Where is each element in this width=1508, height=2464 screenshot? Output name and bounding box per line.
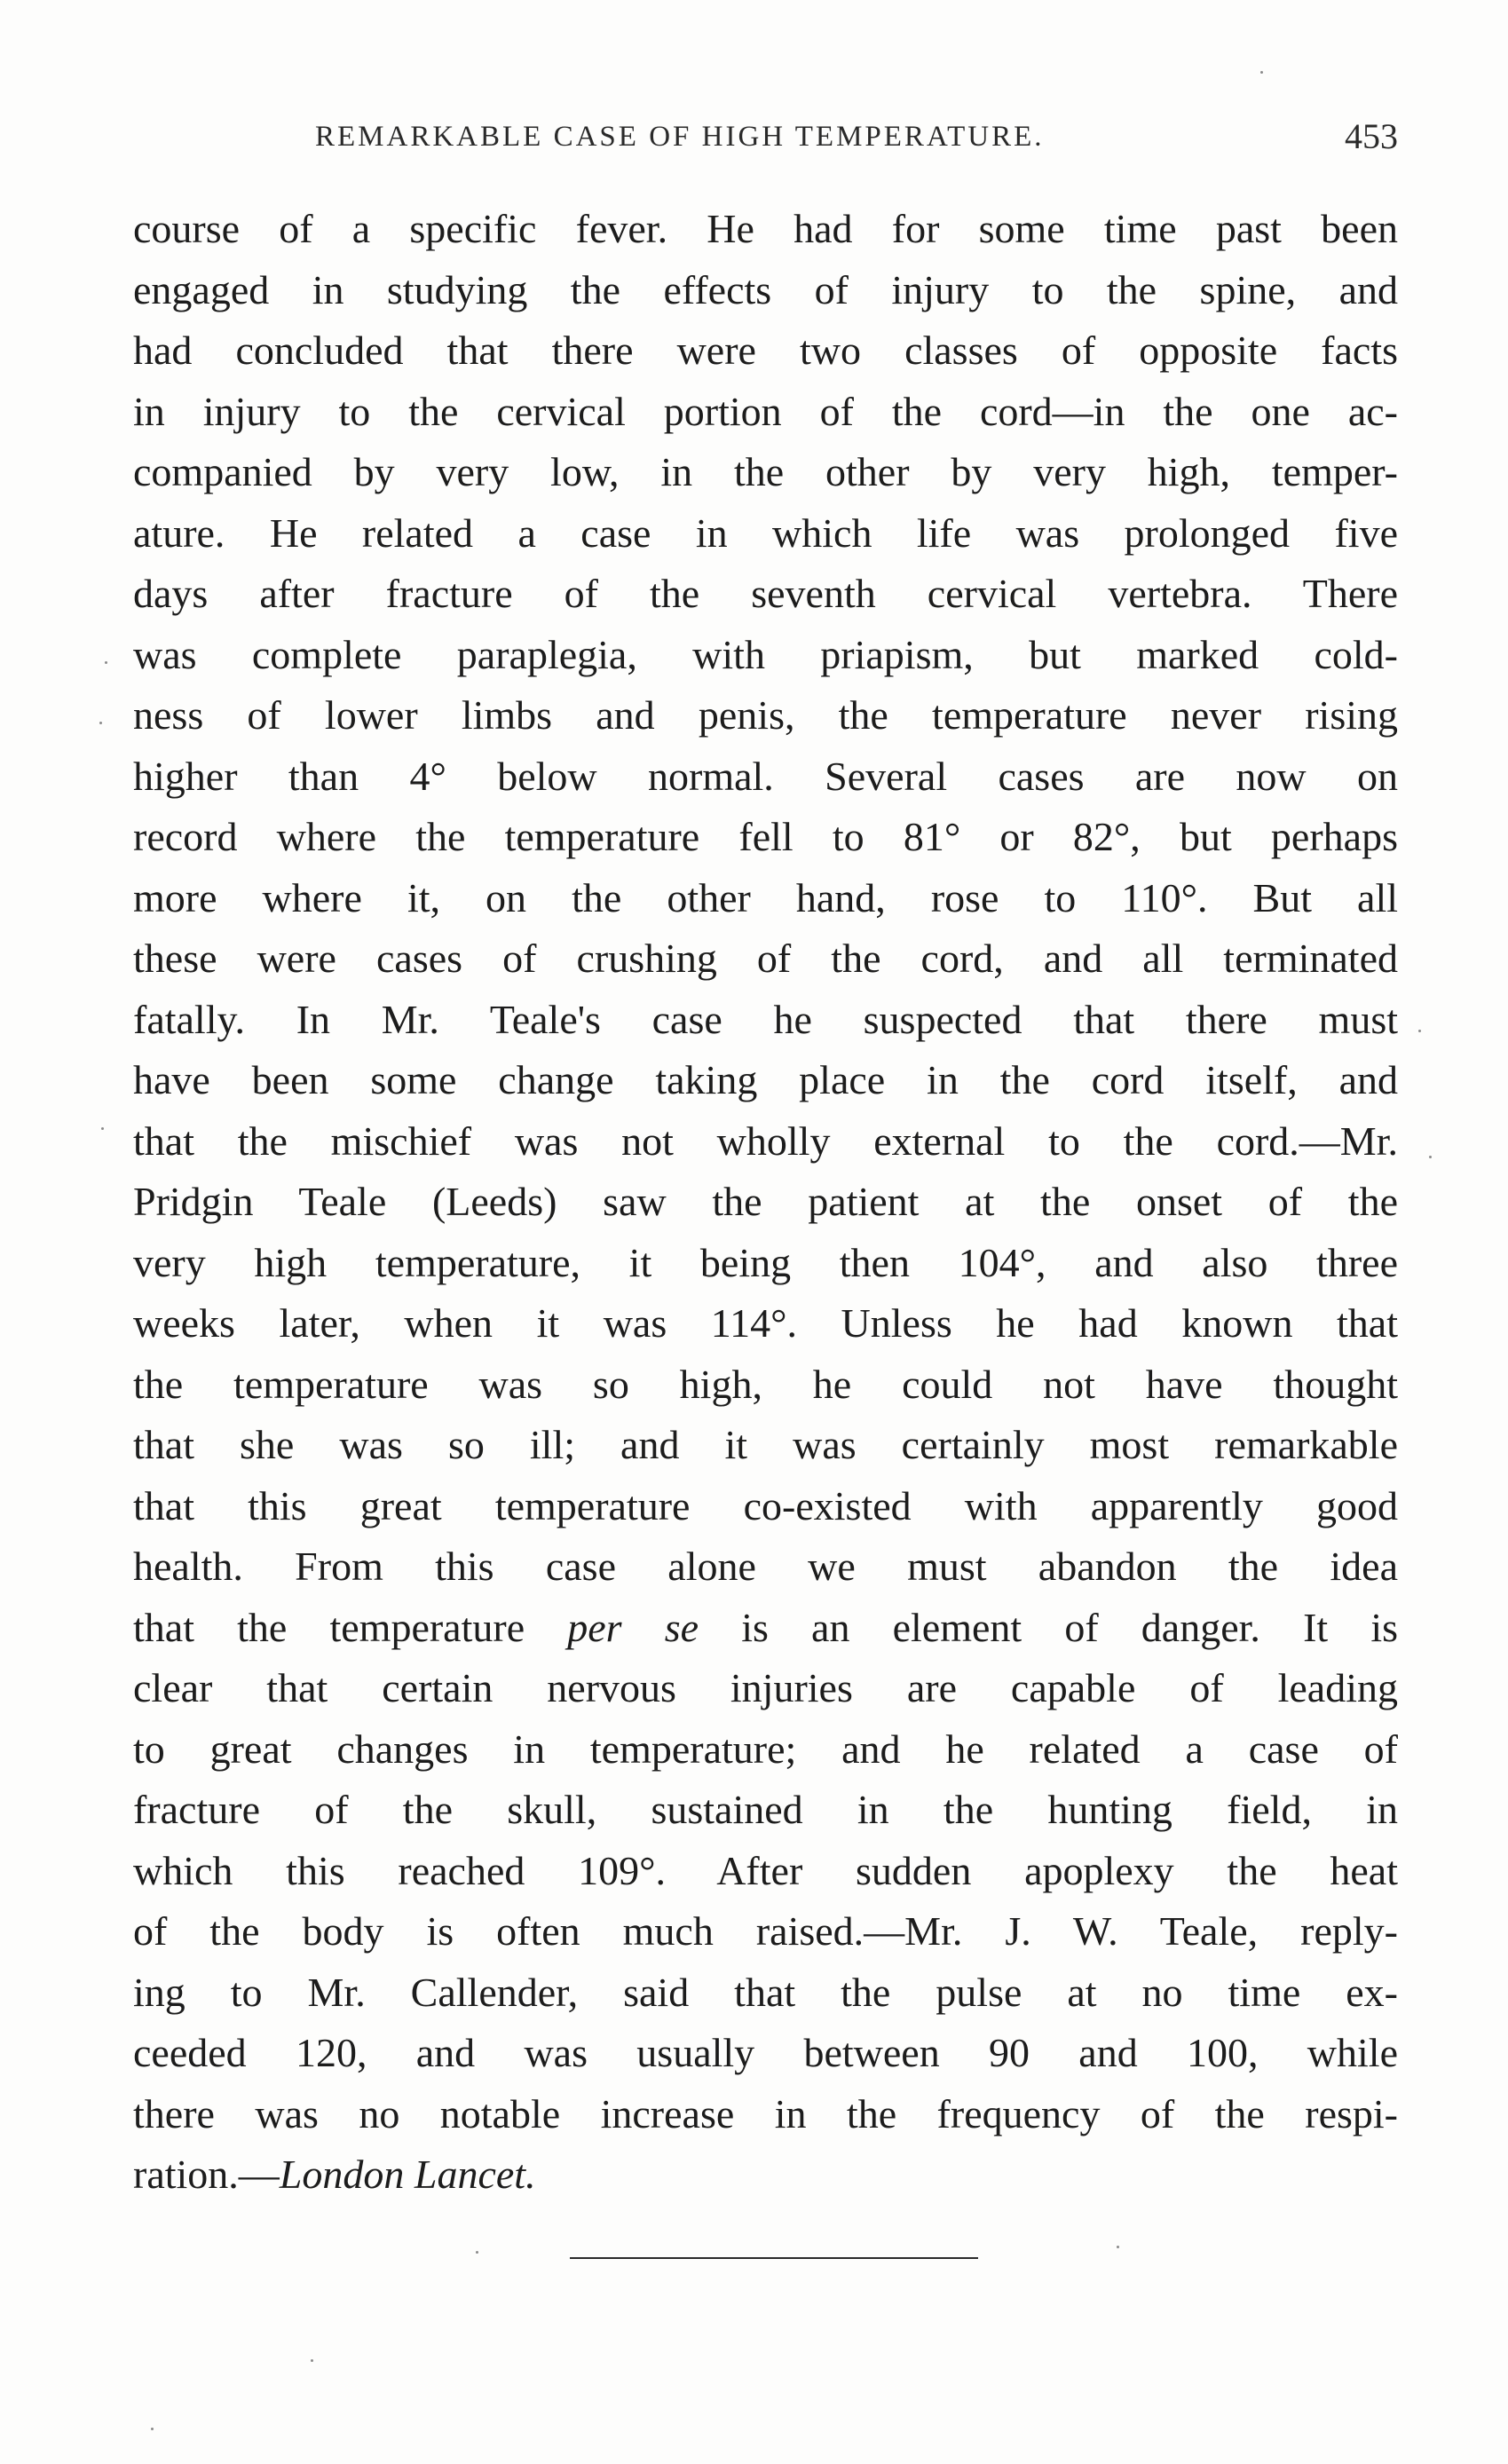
text-line: in injury to the cervical portion of the cord—in the one ac- bbox=[133, 388, 1398, 434]
paper-speck bbox=[151, 2428, 154, 2430]
text-line: ing to Mr. Callender, said that the pulse at no time ex- bbox=[133, 1969, 1398, 2015]
running-title: REMARKABLE CASE OF HIGH TEMPERATURE. bbox=[315, 121, 1045, 153]
text-line: fracture of the skull, sustained in the hunting field, in bbox=[133, 1787, 1398, 1832]
text-line: have been some change taking place in the cord itself, and bbox=[133, 1057, 1398, 1102]
text-segment: ration.— bbox=[133, 2152, 280, 2197]
paper-speck bbox=[1117, 2246, 1119, 2248]
paper-speck bbox=[1429, 1156, 1432, 1158]
paper-speck bbox=[1260, 71, 1263, 74]
text-line: more where it, on the other hand, rose to 110°. But all bbox=[133, 874, 1398, 920]
running-head bbox=[133, 112, 1398, 165]
paper-speck bbox=[311, 2359, 313, 2362]
paper-speck bbox=[99, 722, 102, 724]
text-line: to great changes in temperature; and he related a case of bbox=[133, 1726, 1398, 1772]
text-line: of the body is often much raised.—Mr. J. W. Teale, reply- bbox=[133, 1908, 1398, 1954]
page-number: 453 bbox=[1345, 116, 1398, 156]
text-line: fatally. In Mr. Teale's case he suspected that there must bbox=[133, 996, 1398, 1042]
latin-phrase: per se bbox=[567, 1604, 699, 1650]
text-line: was complete paraplegia, with priapism, but marked cold- bbox=[133, 631, 1398, 677]
text-line: ature. He related a case in which life was prolonged five bbox=[133, 509, 1398, 556]
source-citation: London Lancet. bbox=[279, 2152, 536, 2197]
text-line-source bbox=[133, 2144, 1398, 2206]
text-line: clear that certain nervous injuries are capable of leading bbox=[133, 1665, 1398, 1710]
text-line: health. From this case alone we must abandon the idea bbox=[133, 1544, 1398, 1589]
text-line: higher than 4° below normal. Several cases are now on bbox=[133, 753, 1398, 799]
text-line: ness of lower limbs and penis, the temperature never rising bbox=[133, 692, 1398, 738]
text-line: the temperature was so high, he could not have thought bbox=[133, 1361, 1398, 1407]
text-line: Pridgin Teale (Leeds) saw the patient at the onset of the bbox=[133, 1179, 1398, 1224]
text-line: which this reached 109°. After sudden apoplexy the heat bbox=[133, 1847, 1398, 1893]
text-segment: that the temperature bbox=[133, 1604, 568, 1650]
paper-speck bbox=[105, 661, 107, 664]
text-line: very high temperature, it being then 104°, and also three bbox=[133, 1239, 1398, 1285]
text-line: record where the temperature fell to 81° or 82°, but perhaps bbox=[133, 814, 1398, 859]
paper-speck bbox=[476, 2251, 478, 2254]
text-line: that this great temperature co-existed with apparently good bbox=[133, 1482, 1398, 1528]
text-line: there was no notable increase in the frequency of the respi- bbox=[133, 2090, 1398, 2136]
paper-speck bbox=[1418, 1030, 1421, 1032]
text-line: that the mischief was not wholly external to the cord.—Mr. bbox=[133, 1117, 1398, 1164]
text-line: course of a specific fever. He had for some time past been bbox=[133, 206, 1398, 251]
text-line: ceeded 120, and was usually between 90 and 100, while bbox=[133, 2030, 1398, 2075]
text-line: had concluded that there were two classes of opposite facts bbox=[133, 328, 1398, 373]
text-line: engaged in studying the effects of injury to the spine, and bbox=[133, 266, 1398, 312]
text-line-with-italic bbox=[133, 1598, 1398, 1659]
text-line: weeks later, when it was 114°. Unless he had known that bbox=[133, 1300, 1398, 1346]
text-line: that she was so ill; and it was certainly most remarkable bbox=[133, 1422, 1398, 1467]
text-segment: is an element of danger. It is bbox=[699, 1604, 1398, 1650]
text-line: companied by very low, in the other by very high, temper- bbox=[133, 449, 1398, 494]
section-divider bbox=[570, 2257, 978, 2259]
article-body bbox=[133, 199, 1398, 2206]
paper-speck bbox=[101, 1127, 104, 1130]
text-line: these were cases of crushing of the cord, and all terminated bbox=[133, 936, 1398, 981]
text-line: days after fracture of the seventh cervical vertebra. There bbox=[133, 571, 1398, 616]
